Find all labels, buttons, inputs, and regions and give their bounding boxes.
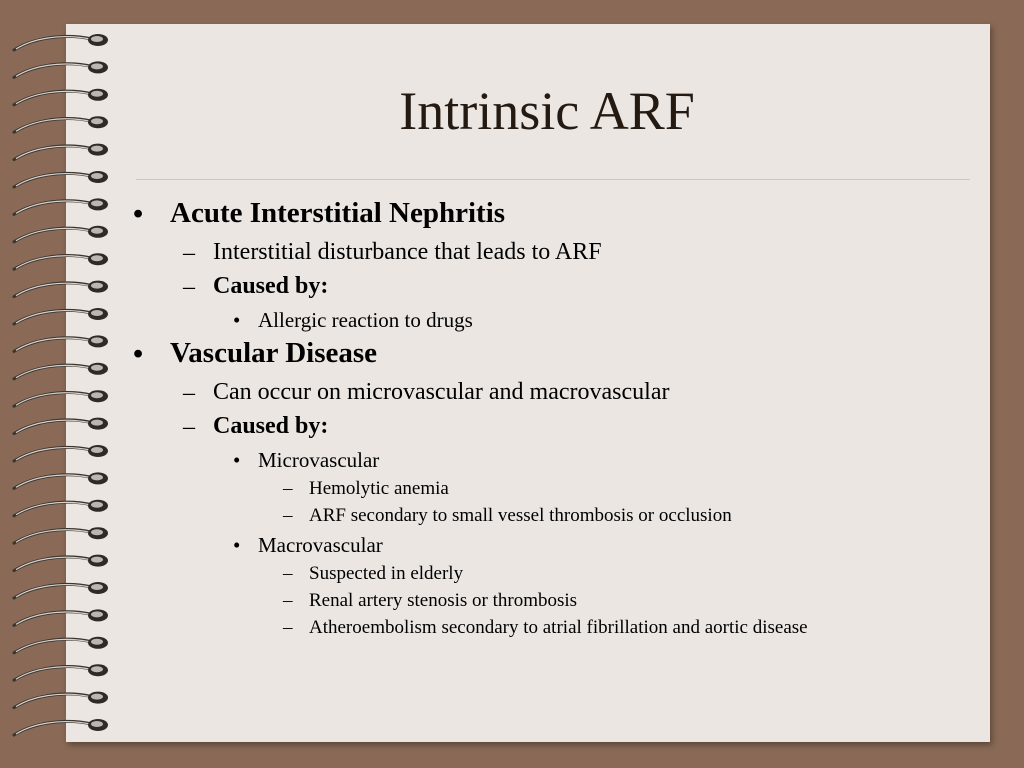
- item-hemolytic-anemia: Hemolytic anemia: [309, 478, 449, 499]
- dash-marker: –: [183, 414, 195, 440]
- item-microvascular: Microvascular: [258, 448, 380, 472]
- dash-marker: –: [183, 274, 195, 300]
- dash-marker: –: [283, 590, 293, 611]
- bullet-marker: •: [233, 448, 241, 472]
- bullet-acute-interstitial-nephritis: Acute Interstitial Nephritis: [170, 197, 506, 229]
- bullet-vascular-disease: Vascular Disease: [170, 337, 378, 369]
- dash-marker: –: [283, 478, 293, 499]
- dash-marker: –: [183, 240, 195, 266]
- item-renal-artery-stenosis: Renal artery stenosis or thrombosis: [309, 590, 578, 611]
- slide-title: Intrinsic ARF: [399, 81, 695, 141]
- item-arf-small-vessel: ARF secondary to small vessel thrombosis or occlusion: [309, 505, 732, 526]
- item-suspected-elderly: Suspected in elderly: [309, 563, 464, 584]
- item-atheroembolism: Atheroembolism secondary to atrial fibrillation and aortic disease: [309, 617, 808, 638]
- bullet-marker: •: [133, 338, 144, 370]
- subbullet-can-occur: Can occur on microvascular and macrovascular: [213, 379, 670, 405]
- subbullet-caused-by: Caused by:: [213, 273, 329, 299]
- dash-marker: –: [283, 505, 293, 526]
- subbullet-caused-by-2: Caused by:: [213, 413, 329, 439]
- bullet-marker: •: [233, 533, 241, 557]
- item-allergic-reaction: Allergic reaction to drugs: [258, 308, 473, 332]
- subbullet-interstitial-disturbance: Interstitial disturbance that leads to ARF: [213, 239, 602, 265]
- dash-marker: –: [183, 380, 195, 406]
- dash-marker: –: [283, 563, 293, 584]
- bullet-marker: •: [133, 198, 144, 230]
- dash-marker: –: [283, 617, 293, 638]
- bullet-marker: •: [233, 308, 241, 332]
- item-macrovascular: Macrovascular: [258, 533, 383, 557]
